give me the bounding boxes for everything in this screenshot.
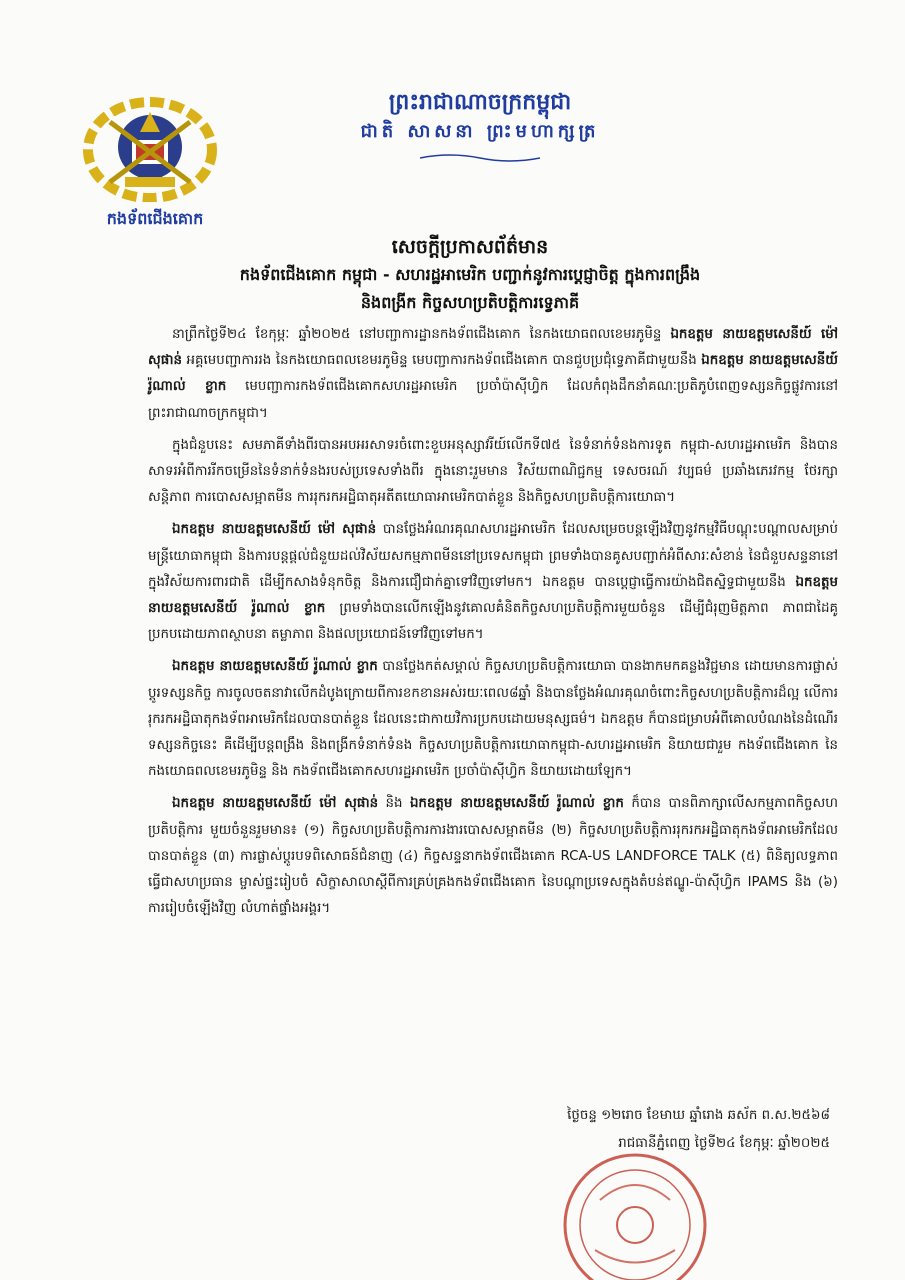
p4-text-b: បានថ្លែងកត់សម្គាល់ កិច្ចសហប្រតិបត្តិការយោធា បានងាកមកគន្លងវិជ្ជមាន ដោយមានការផ្លាស់ប្តូរទស្សនកិច្ច ការចូលចតនាវាលើកដំបូងក្រោយពីការខកខានអស់រយៈពេល៨ឆ្នាំ និងបានថ្លែងអំណរគុណចំពោះកិច្ចសហប្រតិបត្តិការដ៏ល្អ លើការរុករកអដ្ឋិធាតុកងទ័ពអាមេរិកដែលបានបាត់ខ្លួន ដែលនេះជាកាយវិការប្រកបដោយមនុស្សធម៌។ ឯកឧត្តម ក៏បានជម្រាបអំពីគោលបំណងនៃដំណើរទស្សនកិច្ចនេះ គឺដើម្បីបន្តពង្រឹង និងពង្រីកទំនាក់ទំនង កិច្ចសហប្រតិបត្តិការយោធាកម្ពុជា-សហរដ្ឋអាមេរិក និយាយជារួម កងទ័ពជើងគោក នៃកងយោធពលខេមរភូមិន្ទ និង កងទ័ពជើងគោកសហរដ្ឋអាមេរិក ប្រចាំប៉ាស៊ីហ្វិក និយាយដោយឡែក។ (148, 659, 838, 780)
p1-text-a: នាព្រឹកថ្ងៃទី២៤ ខែកុម្ភៈ ឆ្នាំ២០២៥ នៅបញ្ជាការដ្ឋានកងទ័ពជើងគោក នៃកងយោធពលខេមរភូមិន្ទ (172, 327, 671, 342)
solar-date: រាជធានីភ្នំពេញ ថ្ងៃទី២៤ ខែកុម្ភៈ ឆ្នាំ២០២៥ (618, 1136, 830, 1151)
p4-name-a: ឯកឧត្តម នាយឧត្តមសេនីយ៍ រ៉ូណាល់ ខ្លាក (172, 659, 378, 675)
p3-name-a: ឯកឧត្តម នាយឧត្តមសេនីយ៍ ម៉ៅ សុផាន់ (172, 522, 377, 538)
paragraph-4 (148, 654, 838, 785)
p1-name-a: ឯកឧត្តម នាយឧត្តមសេនីយ៍ ម៉ៅ សុផាន់ (148, 327, 839, 369)
paragraph-2: ក្នុងជំនួបនេះ សមភាគីទាំងពីរបានអបអរសាទរចំពោះខួបអនុស្សាវរីយ៍លើកទី៧៥ នៃទំនាក់ទំនងការទូត កម្ពុជា-សហរដ្ឋអាមេរិក និងបានសាទរអំពីការរីកចម្រើននៃទំនាក់ទំនងរបស់ប្រទេសទាំងពីរ ក្នុងនោះរួមមាន វិស័យពាណិជ្ជកម្ម ទេសចរណ៍ វប្បធម៌ ប្រឆាំងភេរវកម្ម ថែរក្សាសន្តិភាព ការបោសសម្អាតមីន ការរុករកអដ្ឋិធាតុអតីតយោធាអាមេរិកបាត់ខ្លួន និងកិច្ចសហប្រតិបត្តិការយោធា។ (148, 437, 838, 506)
p1-text-e: មេបញ្ជាការកងទ័ពជើងគោកសហរដ្ឋអាមេរិក ប្រចាំប៉ាស៊ីហ្វិក ដែលកំពុងដឹកនាំគណៈប្រតិភូបំពេញទស្សនកិច្ចផ្លូវការនៅព្រះរាជាណាចក្រកម្ពុជា។ (148, 379, 838, 421)
document-title (120, 233, 820, 317)
document-body (148, 322, 838, 928)
p1-text-c: អគ្គមេបញ្ជាការរង នៃកងយោធពលខេមរភូមិន្ទ មេបញ្ជាការកងទ័ពជើងគោក បានជួបប្រជុំទ្វេភាគីជាមួយនឹង (182, 353, 702, 369)
p1-name-d: ឯកឧត្តម នាយឧត្តមសេនីយ៍ រ៉ូណាល់ ខ្លាក (148, 353, 838, 395)
p3-text-b: បានថ្លែងអំណរគុណសហរដ្ឋអាមេរិក ដែលសម្រេចបន្តឡើងវិញនូវកម្មវិធីបណ្តុះបណ្តាលសម្រាប់មន្ត្រីយោធាកម្ពុជា និងការបន្តផ្តល់ជំនួយដល់វិស័យសកម្មភាពមីននៅប្រទេសកម្ពុជា ព្រមទាំងបានគូសបញ្ជាក់អំពីសារៈសំខាន់ នៃជំនួបសន្ទនានៅក្នុងវិស័យការពារជាតិ ដើម្បីកសាងទំនុកចិត្ត និងការជឿជាក់គ្នាទៅវិញទៅមក។ ឯកឧត្តម បានប្តេជ្ញាធ្វើការយ៉ាងជិតស្និទ្ធជាមួយនឹង (148, 522, 839, 590)
unit-name: កងទ័ពជើងគោក (106, 209, 204, 228)
title-line-2: កងទ័ពជើងគោក កម្ពុជា - សហរដ្ឋអាមេរិក បញ្ជាក់នូវការប្តេជ្ញាចិត្ត ក្នុងការពង្រឹង (239, 265, 701, 284)
title-line-3: និងពង្រីក កិច្ចសហប្រតិបត្តិការទ្វេភាគី (360, 293, 580, 312)
paragraph-5 (148, 791, 838, 922)
title-line-1: សេចក្តីប្រកាសព័ត៌មាន (391, 236, 549, 258)
paragraph-1 (148, 322, 838, 427)
lunar-date: ថ្ងៃចន្ទ ១២រោច ខែមាឃ ឆ្នាំរោង ឆស័ក ព.ស.២៥៦៨ (567, 1108, 830, 1123)
p5-text-b: និង (378, 796, 410, 812)
national-motto: ជាតិ សាសនា ព្រះមហាក្សត្រ (360, 121, 600, 142)
p5-name-a: ឯកឧត្តម នាយឧត្តមសេនីយ៍ ម៉ៅ សុផាន់ (172, 796, 379, 812)
kingdom-header (300, 88, 660, 146)
p3-text-d: ព្រមទាំងបានលើកឡើងនូវគោលគំនិតកិច្ចសហប្រតិបត្តិការមួយចំនួន ដើម្បីជំរុញមិត្តភាព ភាពជាដៃគូប្រកបដោយភាពស្ថាបនា តម្លាភាព និងផលប្រយោជន៍ទៅវិញទៅមក។ (148, 601, 838, 643)
paragraph-3 (148, 517, 838, 648)
p5-text-d: ក៏បាន បានពិភាក្សាលើសកម្មភាពកិច្ចសហប្រតិបត្តិការ មួយចំនួនរួមមាន៖ (១) កិច្ចសហប្រតិបត្តិការការងារបោសសម្អាតមីន (២) កិច្ចសហប្រតិបត្តិការរុករកអដ្ឋិធាតុកងទ័ពអាមេរិកដែលបានបាត់ខ្លួន (៣) ការផ្លាស់ប្តូរបទពិសោធន៍ជំនាញ (៤) កិច្ចសន្ទនាកងទ័ពជើងគោក RCA-US LANDFORCE TALK (៥) ពិនិត្យលទ្ធភាពធ្វើជាសហប្រធាន ម្ចាស់ផ្ទះរៀបចំ សិក្ខាសាលាស្តីពីការគ្រប់គ្រងកងទ័ពជើងគោក នៃបណ្តាប្រទេសក្នុងតំបន់ឥណ្ឌូ-ប៉ាស៊ីហ្វិក IPAMS និង (៦) ការរៀបចំឡើងវិញ លំហាត់ផ្ទាំងអង្គរ។ (148, 796, 838, 917)
ornament-divider-icon (420, 152, 540, 164)
p5-name-c: ឯកឧត្តម នាយឧត្តមសេនីយ៍ រ៉ូណាល់ ខ្លាក (409, 796, 624, 812)
official-stamp-icon (540, 1130, 730, 1280)
p3-name-c: ឯកឧត្តម នាយឧត្តមសេនីយ៍ រ៉ូណាល់ ខ្លាក (148, 574, 838, 617)
army-emblem-icon (80, 92, 220, 202)
kingdom-name: ព្រះរាជាណាចក្រកម្ពុជា (388, 90, 572, 115)
